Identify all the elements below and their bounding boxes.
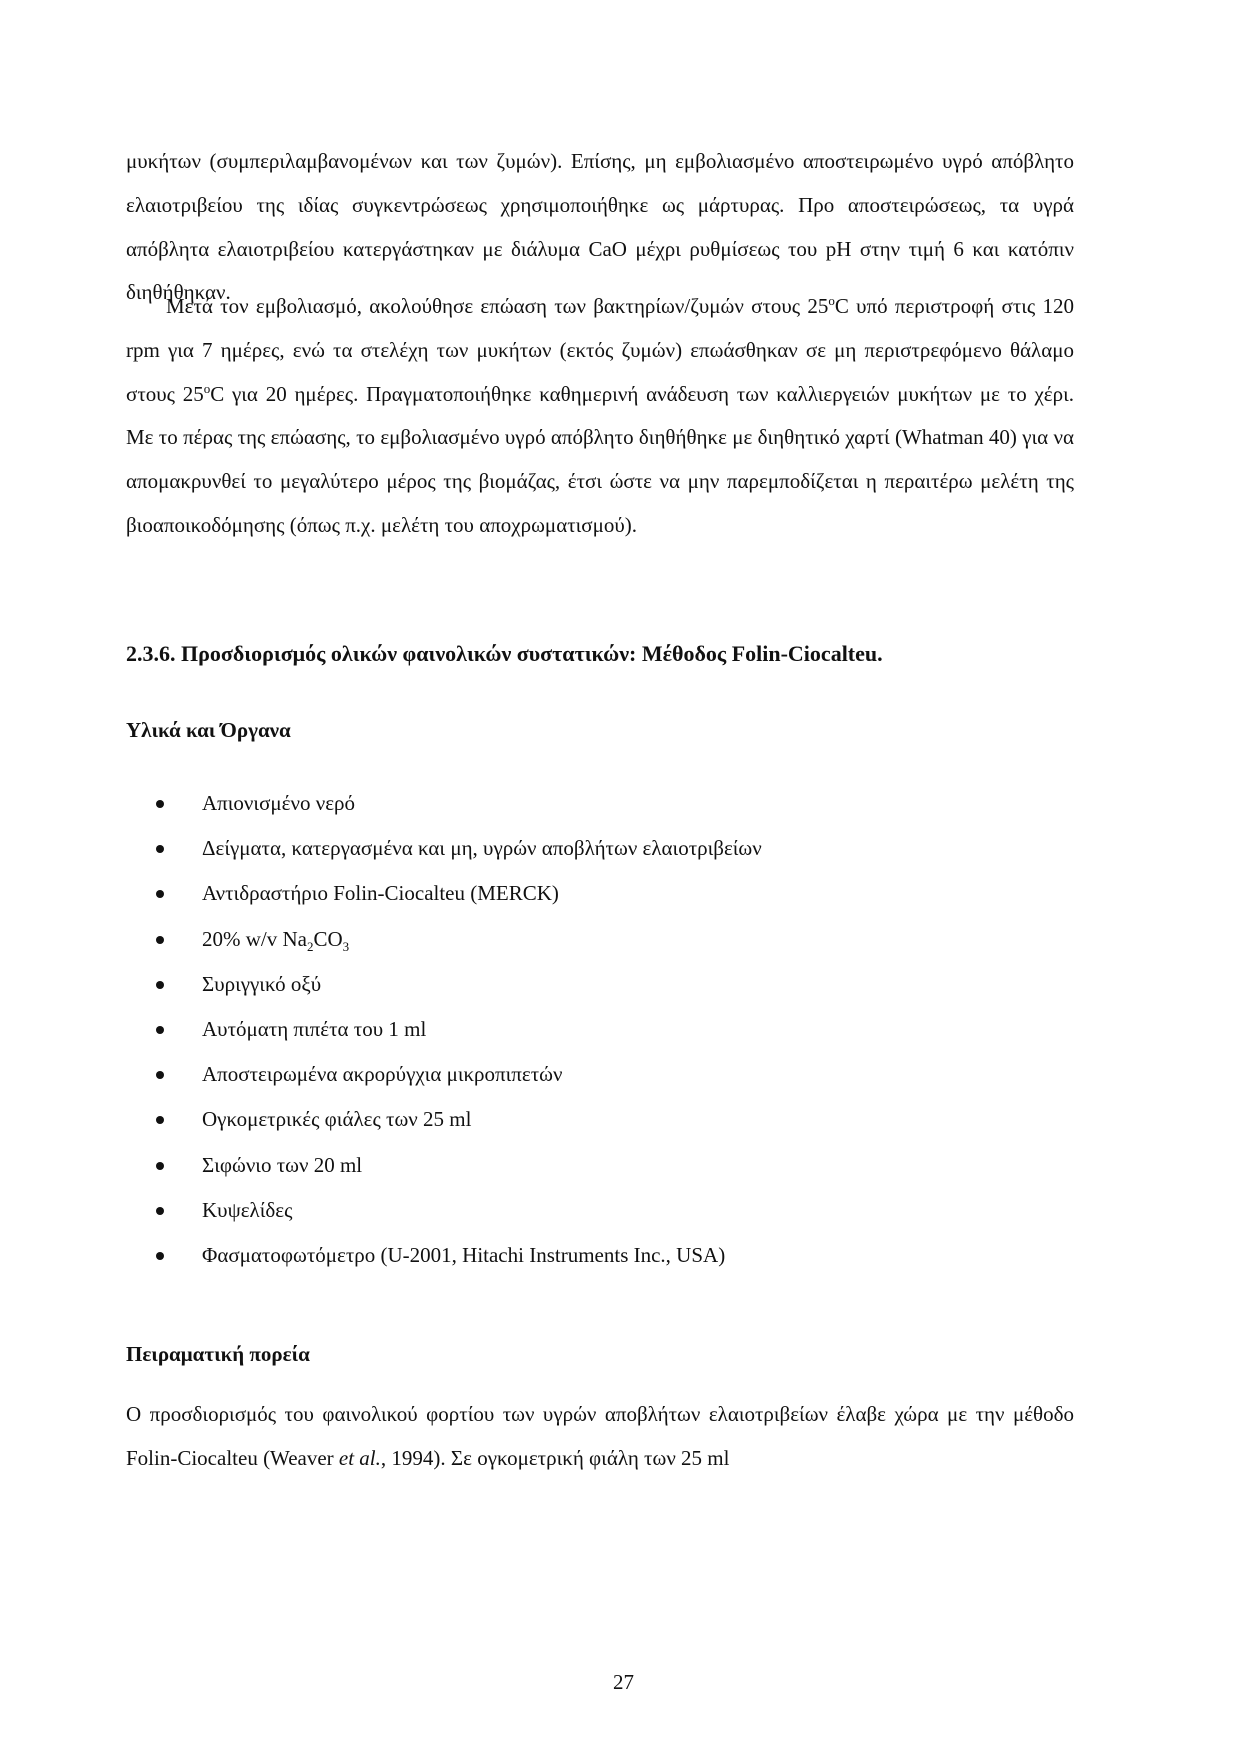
section-title: 2.3.6. Προσδιορισμός ολικών φαινολικών συστατικών: Μέθοδος Folin-Ciocalteu. bbox=[126, 641, 883, 666]
bullet-icon bbox=[156, 845, 164, 853]
et-al: et al. bbox=[338, 1445, 381, 1470]
procedure-paragraph: Ο προσδιορισμός του φαινολικού φορτίου των υγρών αποβλήτων ελαιοτριβείων έλαβε χώρα με την μέθοδο Folin-Ciocalteu (Weaver et al., 1994). Σε ογκομετρική φιάλη των 25 ml bbox=[126, 1402, 1074, 1470]
para2-text-b: C υπό περιστροφή στις 120 rpm για 7 ημέρες, ενώ τα στελέχη των μυκήτων (εκτός ζυμών) επωάσθηκαν σε μη περιστρεφόμενο θάλαμο στους 25 bbox=[126, 294, 1074, 406]
intro-paragraph-1: μυκήτων (συμπεριλαμβανομένων και των ζυμών). Επίσης, μη εμβολιασμένο αποστειρωμένο υγρό απόβλητο ελαιοτριβείου της ιδίας συγκεντρώσεως χρησιμοποιήθηκε ως μάρτυρας. Προ αποστειρώσεως, τα υγρά απόβλητα ελαιοτριβείου κατεργάστηκαν με διάλυμα CaO μέχρι ρυθμίσεως του pH στην τιμή 6 και κατόπιν διηθήθηκαν. bbox=[126, 149, 1074, 305]
list-item: Απιονισμένο νερό bbox=[126, 781, 1074, 826]
materials-heading: Υλικά και Όργανα bbox=[126, 718, 291, 742]
para2-text-c: C για 20 ημέρες. Πραγματοποιήθηκε καθημερινή ανάδευση των καλλιεργειών μυκήτων με το χέρι. Με το πέρας της επώασης, το εμβολιασμένο υγρό απόβλητο διηθήθηκε με διηθητικό χαρτί (Whatman 40) για να απομακρυνθεί το μεγαλύτερο μέρος της βιομάζας, έτσι ώστε να μην παρεμποδίζεται η περαιτέρω μελέτη της βιοαποικοδόμησης (όπως π.χ. μελέτη του αποχρωματισμού). bbox=[126, 381, 1074, 537]
list-item: Κυψελίδες bbox=[126, 1188, 1074, 1233]
para2-text-a: Μετά τον εμβολιασμό, ακολούθησε επώαση των βακτηρίων/ζυμών στους 25 bbox=[166, 294, 829, 318]
degree-symbol: o bbox=[203, 380, 211, 396]
bullet-icon bbox=[156, 800, 164, 808]
list-item: 20% w/v $Na_2CO_3$ bbox=[126, 917, 1074, 962]
list-item: Σιφώνιο των 20 ml bbox=[126, 1143, 1074, 1188]
list-item: Συριγγικό οξύ bbox=[126, 962, 1074, 1007]
list-item: Δείγματα, κατεργασμένα και μη, υγρών αποβλήτων ελαιοτριβείων bbox=[126, 826, 1074, 871]
bullet-icon bbox=[156, 1116, 164, 1124]
list-item: Αποστειρωμένα ακρορύγχια μικροπιπετών bbox=[126, 1052, 1074, 1097]
bullet-icon bbox=[156, 1207, 164, 1215]
na2co3-prefix: 20% w/v Na bbox=[202, 926, 307, 951]
list-item: Φασματοφωτόμετρο (U-2001, Hitachi Instruments Inc., USA) bbox=[126, 1233, 1074, 1278]
materials-list bbox=[126, 781, 1074, 1278]
bullet-icon bbox=[156, 936, 164, 944]
list-item: Ογκομετρικές φιάλες των 25 ml bbox=[126, 1097, 1074, 1142]
procedure-heading: Πειραματική πορεία bbox=[126, 1342, 310, 1366]
bullet-icon bbox=[156, 1252, 164, 1260]
list-item: Αυτόματη πιπέτα του 1 ml bbox=[126, 1007, 1074, 1052]
page-number: 27 bbox=[613, 1670, 634, 1694]
bullet-icon bbox=[156, 890, 164, 898]
bullet-icon bbox=[156, 1026, 164, 1034]
degree-symbol: o bbox=[828, 293, 835, 308]
bullet-icon bbox=[156, 1071, 164, 1079]
bullet-icon bbox=[156, 981, 164, 989]
intro-paragraph-2 bbox=[126, 285, 1074, 548]
list-item: Αντιδραστήριο Folin-Ciocalteu (MERCK) bbox=[126, 871, 1074, 916]
bullet-icon bbox=[156, 1162, 164, 1170]
